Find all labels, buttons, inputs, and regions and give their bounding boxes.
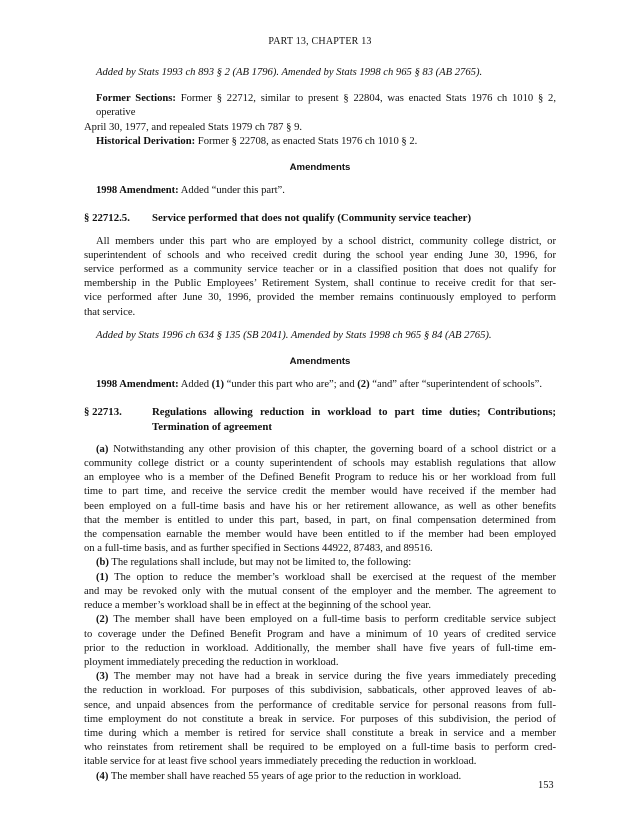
body-line: All members under this part who are employed by a school district, community college district, or — [96, 235, 556, 247]
body-line: that service. — [84, 306, 136, 318]
body-line: been employed on a full-time basis and have his or her retirement allowance, as well as other benefits — [84, 500, 556, 512]
section-heading — [84, 405, 556, 433]
body-line: the compensation earnable the member would have been entitled to if the member had been employed — [84, 529, 556, 541]
page-content — [84, 60, 556, 784]
history-note: Added by Stats 1996 ch 634 § 135 (SB 2041). Amended by Stats 1998 ch 965 § 84 (AB 2765). — [96, 329, 492, 341]
subdivision-label: (a) — [96, 443, 109, 455]
body-line: community college district or a county superintendent of schools may establish regulations that allow — [84, 458, 556, 470]
former-sections-line: Former Sections: Former § 22712, similar to present § 22804, was enacted Stats 1976 ch 1010 § 2, operative — [96, 93, 557, 119]
amendments-heading: Amendments — [289, 356, 351, 368]
paragraph-label: (1) — [96, 571, 109, 583]
history-note: Added by Stats 1993 ch 893 § 2 (AB 1796). Amended by Stats 1998 ch 965 § 83 (AB 2765). — [96, 67, 483, 78]
body-line: itable service for at least five school years immediately preceding the reduction in workload. — [84, 756, 477, 768]
body-line: (3) The member may not have had a break in service during the five years immediately preceding — [96, 671, 556, 683]
page-number: 153 — [538, 780, 554, 791]
section-body — [84, 235, 556, 320]
amendment-label: 1998 Amendment: — [96, 379, 179, 391]
body-line: an employee who is a member of the Defined Benefit Program to reduce his or her workload from full — [84, 472, 556, 484]
paragraph-label: (4) — [96, 770, 109, 782]
body-line: vice performed after June 30, 1996, provided the member remains continuously employed to perform — [84, 292, 556, 304]
body-line: reduce a member’s workload shall be in effect at the beginning of the school year. — [84, 600, 432, 612]
body-line: superintendent of schools and who received credit during the school year ending June 30, 1996, for — [84, 249, 556, 261]
body-line: (2) The member shall have been employed on a full-time basis to perform creditable service subject — [96, 614, 556, 626]
section-number: § 22712.5. — [84, 212, 130, 225]
body-line: on a full-time basis, and as further specified in Sections 44922, 87483, and 89516. — [84, 543, 433, 555]
body-line: that the member is entitled to under this part, based, in part, on final compensation determined from — [84, 514, 556, 526]
body-line: time to part time, and receive the service credit the member would have received if the member had — [84, 486, 556, 498]
former-sections — [84, 92, 556, 149]
body-line: (a) Notwithstanding any other provision of this chapter, the governing board of a school district or a — [96, 443, 556, 455]
section-number: § 22713. — [84, 406, 122, 419]
section-title: Termination of agreement — [152, 420, 272, 433]
section-title: Service performed that does not qualify (Community service teacher) — [152, 212, 472, 225]
paragraph-label: (2) — [96, 614, 109, 626]
former-sections-label: Former Sections: — [96, 93, 176, 105]
amendments-heading: Amendments — [289, 162, 351, 174]
body-line: who reinstates from retirement shall be required to be employed on a full-time basis to perform cred- — [84, 742, 556, 754]
body-line: service performed as a community service teacher or in a classified position that does not qualify for — [84, 264, 556, 276]
former-sections-line: April 30, 1977, and repealed Stats 1979 ch 787 § 9. — [84, 121, 303, 133]
body-line: to coverage under the Defined Benefit Program and have a minimum of 10 years of credited service — [84, 628, 556, 640]
subdivision-label: (b) — [96, 557, 109, 569]
body-line: ployment immediately preceding the reduction in workload. — [84, 656, 339, 668]
amendment-note: 1998 Amendment: Added (1) “under this part who are”; and (2) “and” after “superintendent of schools”. — [96, 379, 543, 391]
body-line: the reduction in workload. For purposes of this subdivision, sabbaticals, other approved leaves of ab- — [84, 685, 556, 697]
body-line: (1) The option to reduce the member’s workload shall be exercised at the request of the member — [96, 571, 556, 583]
amendment-note: 1998 Amendment: Added “under this part”. — [96, 185, 285, 197]
body-line: (b) The regulations shall include, but may not be limited to, the following: — [96, 557, 412, 569]
paragraph-label: (3) — [96, 671, 109, 683]
historical-derivation: Historical Derivation: Former § 22708, as enacted Stats 1976 ch 1010 § 2. — [96, 135, 418, 147]
running-header: PART 13, CHAPTER 13 — [268, 36, 372, 47]
body-line: prior to the reduction in workload. Additionally, the member shall have five years of full-time em- — [84, 642, 556, 654]
body-line: time employment do not constitute a break in service. For purposes of this subdivision, the period of — [84, 713, 556, 725]
body-line: and may be revoked only with the mutual consent of the employer and the member. The agreement to — [84, 585, 556, 597]
body-line: (4) The member shall have reached 55 years of age prior to the reduction in workload. — [96, 770, 462, 782]
section-heading — [84, 211, 556, 225]
section-body — [84, 443, 556, 784]
body-line: sence, and unpaid absences from the performance of creditable service for personal reasons from full- — [84, 699, 556, 711]
historical-derivation-label: Historical Derivation: — [96, 135, 196, 147]
body-line: time during which a member is retired for service shall constitute a break in service and a member — [84, 727, 556, 739]
body-line: membership in the Public Employees’ Retirement System, shall continue to receive credit for that ser- — [84, 278, 556, 290]
amendment-label: 1998 Amendment: — [96, 185, 179, 197]
section-title: Regulations allowing reduction in workload to part time duties; Contributions; — [152, 406, 556, 419]
